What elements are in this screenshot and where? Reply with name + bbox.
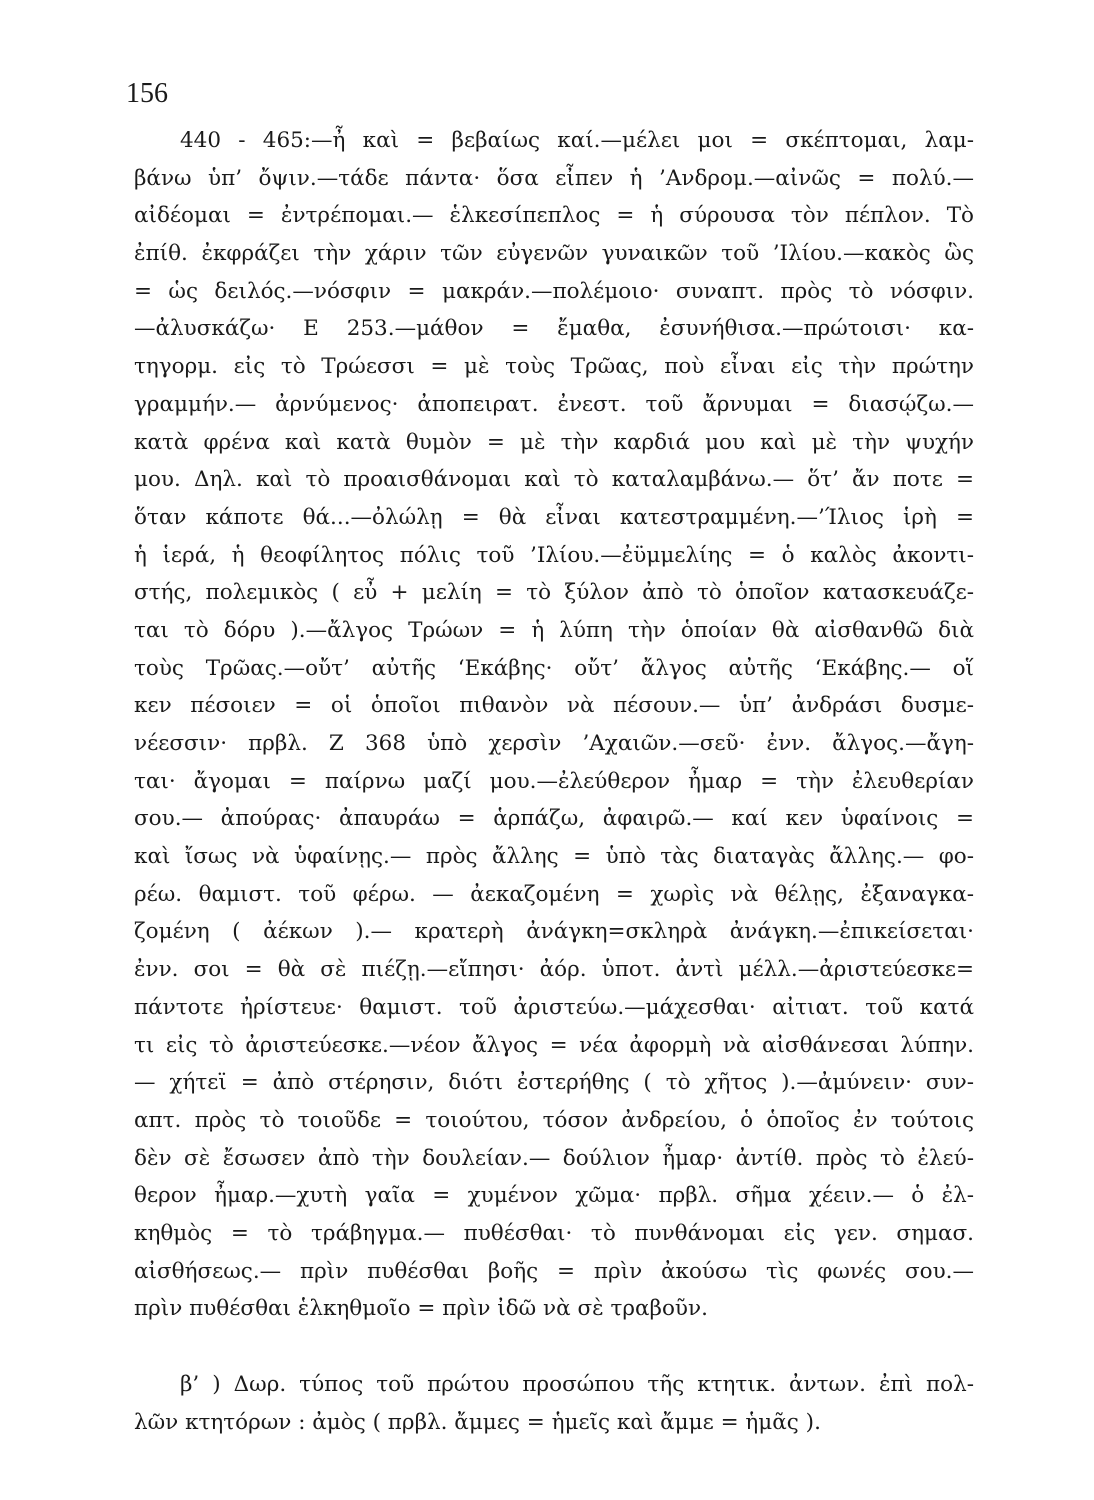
- text-line: ἡ ἱερά, ἡ θεοφίλητος πόλις τοῦ ’Ιλίου.—ἐϋμμελίης = ὁ καλὸς ἀκοντι-: [134, 542, 974, 568]
- text-line: καὶ ἴσως νὰ ὑφαίνῃς.— πρὸς ἄλλης = ὑπὸ τὰς διαταγὰς ἄλλης.— φο-: [134, 844, 974, 870]
- text-line: ὅταν κάποτε θά...—ὀλώλῃ = θὰ εἶναι κατεστραμμένη.—’Ίλιος ἱρὴ =: [134, 504, 974, 530]
- text-line: ἐπίθ. ἐκφράζει τὴν χάριν τῶν εὐγενῶν γυναικῶν τοῦ ’Ιλίου.—κακὸς ὣς: [134, 241, 974, 267]
- text-line: —ἀλυσκάζω· Ε 253.—μάθον = ἔμαθα, ἐσυνήθισα.—πρώτοισι· κα-: [134, 316, 974, 342]
- paragraph-verses-440-465: [134, 122, 974, 1328]
- text-line: γραμμήν.— ἀρνύμενος· ἀποπειρατ. ἐνεστ. τοῦ ἄρνυμαι = διασῴζω.—: [134, 391, 974, 417]
- page-number: 156: [126, 78, 168, 109]
- commentary-body: [134, 122, 974, 1441]
- paragraph-note-beta: [134, 1366, 974, 1441]
- text-line: αἰδέομαι = ἐντρέπομαι.— ἑλκεσίπεπλος = ἡ σύρουσα τὸν πέπλον. Τὸ: [134, 203, 974, 229]
- text-line: βάνω ὑπ’ ὄψιν.—τάδε πάντα· ὅσα εἶπεν ἡ ’Ανδρομ.—αἰνῶς = πολύ.—: [134, 165, 974, 191]
- text-line: σου.— ἀπούρας· ἀπαυράω = ἁρπάζω, ἀφαιρῶ.— καί κεν ὑφαίνοις =: [134, 806, 974, 832]
- text-line: πρὶν πυθέσθαι ἑλκηθμοῖο = πρὶν ἰδῶ νὰ σὲ τραβοῦν.: [134, 1296, 708, 1322]
- text-line: — χήτεϊ = ἀπὸ στέρησιν, διότι ἐστερήθης ( τὸ χῆτος ).—ἀμύνειν· συν-: [134, 1070, 974, 1096]
- text-line: ται· ἄγομαι = παίρνω μαζί μου.—ἐλεύθερον ἦμαρ = τὴν ἐλευθερίαν: [134, 768, 974, 794]
- text-line: θερον ἦμαρ.—χυτὴ γαῖα = χυμένον χῶμα· πρβλ. σῆμα χέειν.— ὁ ἐλ-: [134, 1183, 974, 1209]
- text-line: β’ ) Δωρ. τύπος τοῦ πρώτου προσώπου τῆς κτητικ. ἀντων. ἐπὶ πολ-: [180, 1372, 974, 1397]
- text-line: τοὺς Τρῶας.—οὔτ’ αὐτῆς ‘Εκάβης· οὔτ’ ἄλγος αὐτῆς ‘Εκάβης.— οἵ: [134, 655, 974, 681]
- text-line: μου. Δηλ. καὶ τὸ προαισθάνομαι καὶ τὸ καταλαμβάνω.— ὅτ’ ἄν ποτε =: [134, 467, 974, 493]
- text-line: δὲν σὲ ἔσωσεν ἀπὸ τὴν δουλείαν.— δούλιον ἦμαρ· ἀντίθ. πρὸς τὸ ἐλεύ-: [134, 1145, 974, 1171]
- text-line: νέεσσιν· πρβλ. Ζ 368 ὑπὸ χερσὶν ’Αχαιῶν.—σεῦ· ἐνν. ἄλγος.—ἄγη-: [134, 731, 974, 756]
- text-line: ζομένη ( ἀέκων ).— κρατερὴ ἀνάγκη=σκληρὰ ἀνάγκη.—ἐπικείσεται·: [134, 919, 974, 945]
- text-line: τηγορμ. εἰς τὸ Τρώεσσι = μὲ τοὺς Τρῶας, ποὺ εἶναι εἰς τὴν πρώτην: [134, 354, 974, 380]
- text-line: ρέω. θαμιστ. τοῦ φέρω. — ἀεκαζομένη = χωρὶς νὰ θέλῃς, ἐξαναγκα-: [134, 881, 974, 907]
- text-line: τι εἰς τὸ ἀριστεύεσκε.—νέον ἄλγος = νέα ἀφορμὴ νὰ αἰσθάνεσαι λύπην.: [134, 1032, 974, 1058]
- text-line: λῶν κτητόρων : ἀμὸς ( πρβλ. ἄμμες = ἡμεῖς καὶ ἄμμε = ἡμᾶς ).: [134, 1409, 821, 1435]
- text-line: ται τὸ δόρυ ).—ἄλγος Τρώων = ἡ λύπη τὴν ὁποίαν θὰ αἰσθανθῶ διὰ: [134, 617, 974, 643]
- text-line: απτ. πρὸς τὸ τοιοῦδε = τοιούτου, τόσον ἀνδρείου, ὁ ὁποῖος ἐν τούτοις: [134, 1107, 974, 1133]
- text-line: κεν πέσοιεν = οἱ ὁποῖοι πιθανὸν νὰ πέσουν.— ὑπ’ ἀνδράσι δυσμε-: [134, 693, 974, 719]
- text-line: κατὰ φρένα καὶ κατὰ θυμὸν = μὲ τὴν καρδιά μου καὶ μὲ τὴν ψυχήν: [134, 429, 974, 455]
- text-line: = ὡς δειλός.—νόσφιν = μακράν.—πολέμοιο· συναπτ. πρὸς τὸ νόσφιν.: [134, 278, 974, 304]
- text-line: ἐνν. σοι = θὰ σὲ πιέζῃ.—εἴπησι· ἀόρ. ὑποτ. ἀντὶ μέλλ.—ἀριστεύεσκε=: [134, 957, 974, 983]
- paragraph-gap: [134, 1328, 974, 1366]
- text-line: στής, πολεμικὸς ( εὖ + μελίη = τὸ ξύλον ἀπὸ τὸ ὁποῖον κατασκευάζε-: [134, 580, 974, 606]
- text-line: αἰσθήσεως.— πρὶν πυθέσθαι βοῆς = πρὶν ἀκούσω τὶς φωνές σου.—: [134, 1258, 974, 1284]
- text-line: κηθμὸς = τὸ τράβηγμα.— πυθέσθαι· τὸ πυνθάνομαι εἰς γεν. σημασ.: [134, 1220, 974, 1246]
- text-line: πάντοτε ἠρίστευε· θαμιστ. τοῦ ἀριστεύω.—μάχεσθαι· αἰτιατ. τοῦ κατά: [134, 994, 974, 1020]
- text-line: 440 - 465:—ἦ καὶ = βεβαίως καί.—μέλει μοι = σκέπτομαι, λαμ-: [180, 128, 974, 153]
